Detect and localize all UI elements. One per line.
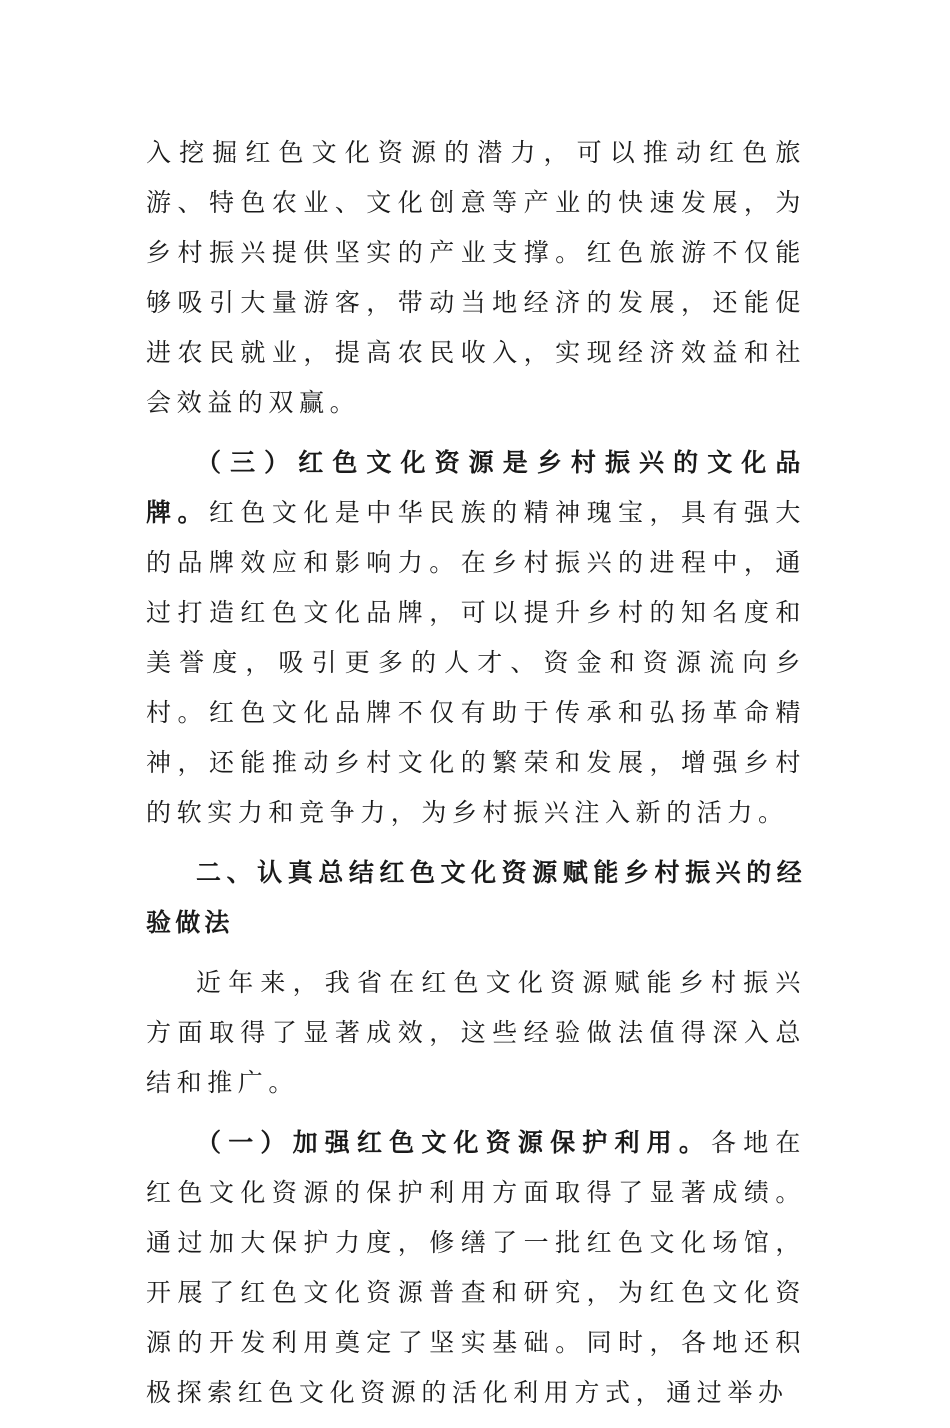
paragraph-intro: [146, 958, 806, 1108]
document-body: [146, 128, 806, 1428]
paragraph-text: 红色文化是中华民族的精神瑰宝，具有强大的品牌效应和影响力。在乡村振兴的进程中，通过打造红色文化品牌，可以提升乡村的知名度和美誉度，吸引更多的人才、资金和资源流向乡村。红色文化品牌不仅有助于传承和弘扬革命精神，还能推动乡村文化的繁荣和发展，增强乡村的软实力和竞争力，为乡村振兴注入新的活力。: [146, 498, 807, 827]
section-heading: [146, 848, 806, 948]
paragraph-text: 各地在红色文化资源的保护利用方面取得了显著成绩。通过加大保护力度，修缮了一批红色文化场馆，开展了红色文化资源普查和研究，为红色文化资源的开发利用奠定了坚实基础。同时，各地还积极探索红色文化资源的活化利用方式，通过举办: [146, 1128, 806, 1407]
paragraph-text: 近年来，我省在红色文化资源赋能乡村振兴方面取得了显著成效，这些经验做法值得深入总结和推广。: [146, 968, 806, 1097]
paragraph-lead-heading: （一）加强红色文化资源保护利用。: [196, 1128, 712, 1157]
paragraph-text: 入挖掘红色文化资源的潜力，可以推动红色旅游、特色农业、文化创意等产业的快速发展，为乡村振兴提供坚实的产业支撑。红色旅游不仅能够吸引大量游客，带动当地经济的发展，还能促进农民就业，提高农民收入，实现经济效益和社会效益的双赢。: [146, 138, 806, 417]
section-heading-text: 二、认真总结红色文化资源赋能乡村振兴的经验做法: [146, 858, 806, 937]
paragraph-continuation: [146, 128, 806, 428]
paragraph-lead-heading: （三）红色文化资源是乡村振兴的文化品牌。: [146, 448, 806, 527]
paragraph-cultural-brand: [146, 438, 806, 838]
paragraph-protection: [146, 1118, 806, 1418]
